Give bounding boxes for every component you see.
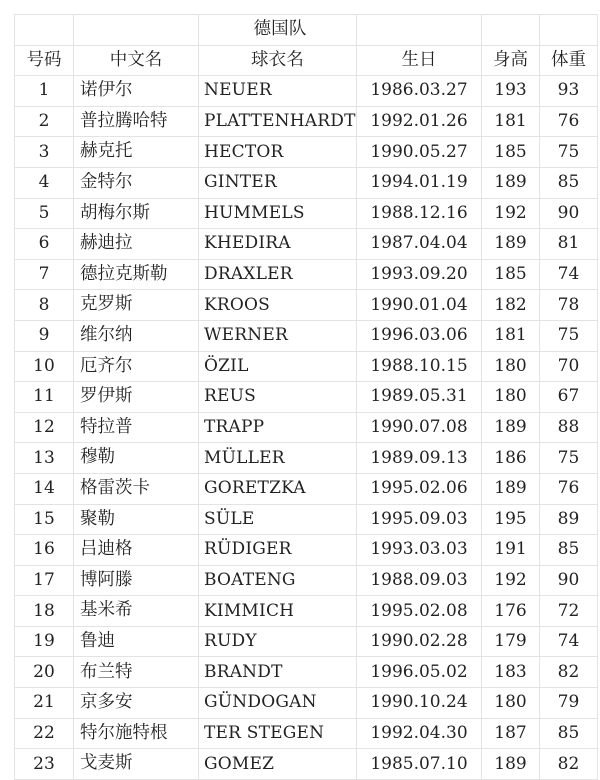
player-chinese-name: 维尔纳 xyxy=(74,320,199,351)
player-height: 192 xyxy=(482,565,540,596)
roster-body xyxy=(15,15,598,780)
player-shirt-name: DRAXLER xyxy=(199,259,357,290)
player-number: 12 xyxy=(15,412,74,443)
player-height: 176 xyxy=(482,596,540,627)
player-number: 7 xyxy=(15,259,74,290)
player-birthday: 1989.09.13 xyxy=(357,443,482,474)
player-height: 185 xyxy=(482,137,540,168)
player-birthday: 1989.05.31 xyxy=(357,382,482,413)
player-chinese-name: 克罗斯 xyxy=(74,290,199,321)
player-number: 10 xyxy=(15,351,74,382)
header-chinese-name: 中文名 xyxy=(74,45,199,76)
player-chinese-name: 特尔施特根 xyxy=(74,718,199,749)
player-chinese-name: 德拉克斯勒 xyxy=(74,259,199,290)
player-number: 4 xyxy=(15,167,74,198)
player-shirt-name: GINTER xyxy=(199,167,357,198)
player-shirt-name: KHEDIRA xyxy=(199,229,357,260)
player-chinese-name: 基米希 xyxy=(74,596,199,627)
player-birthday: 1986.03.27 xyxy=(357,76,482,107)
player-weight: 75 xyxy=(540,320,598,351)
player-weight: 78 xyxy=(540,290,598,321)
player-weight: 67 xyxy=(540,382,598,413)
player-birthday: 1995.02.06 xyxy=(357,473,482,504)
table-row xyxy=(15,565,598,596)
player-shirt-name: HECTOR xyxy=(199,137,357,168)
player-birthday: 1995.02.08 xyxy=(357,596,482,627)
table-row xyxy=(15,596,598,627)
player-chinese-name: 布兰特 xyxy=(74,657,199,688)
player-height: 187 xyxy=(482,718,540,749)
player-height: 181 xyxy=(482,320,540,351)
player-height: 195 xyxy=(482,504,540,535)
table-row xyxy=(15,626,598,657)
player-number: 19 xyxy=(15,626,74,657)
player-chinese-name: 博阿滕 xyxy=(74,565,199,596)
player-chinese-name: 戈麦斯 xyxy=(74,749,199,780)
player-chinese-name: 聚勒 xyxy=(74,504,199,535)
player-chinese-name: 普拉腾哈特 xyxy=(74,106,199,137)
table-row xyxy=(15,382,598,413)
team-title-row xyxy=(15,15,598,46)
player-number: 16 xyxy=(15,535,74,566)
player-shirt-name: GÜNDOGAN xyxy=(199,688,357,719)
player-number: 21 xyxy=(15,688,74,719)
player-shirt-name: TRAPP xyxy=(199,412,357,443)
player-number: 15 xyxy=(15,504,74,535)
player-height: 193 xyxy=(482,76,540,107)
empty-cell xyxy=(540,15,598,46)
player-number: 11 xyxy=(15,382,74,413)
player-weight: 75 xyxy=(540,443,598,474)
player-birthday: 1993.03.03 xyxy=(357,535,482,566)
table-row xyxy=(15,504,598,535)
table-row xyxy=(15,290,598,321)
player-height: 191 xyxy=(482,535,540,566)
player-chinese-name: 吕迪格 xyxy=(74,535,199,566)
player-number: 8 xyxy=(15,290,74,321)
player-height: 180 xyxy=(482,688,540,719)
player-birthday: 1993.09.20 xyxy=(357,259,482,290)
player-chinese-name: 格雷茨卡 xyxy=(74,473,199,504)
player-shirt-name: WERNER xyxy=(199,320,357,351)
player-chinese-name: 厄齐尔 xyxy=(74,351,199,382)
player-weight: 88 xyxy=(540,412,598,443)
player-number: 9 xyxy=(15,320,74,351)
player-height: 179 xyxy=(482,626,540,657)
player-number: 14 xyxy=(15,473,74,504)
player-shirt-name: RÜDIGER xyxy=(199,535,357,566)
player-height: 189 xyxy=(482,412,540,443)
player-chinese-name: 赫迪拉 xyxy=(74,229,199,260)
player-height: 189 xyxy=(482,473,540,504)
player-birthday: 1988.09.03 xyxy=(357,565,482,596)
header-birthday: 生日 xyxy=(357,45,482,76)
player-weight: 82 xyxy=(540,749,598,780)
table-row xyxy=(15,259,598,290)
table-row xyxy=(15,688,598,719)
player-birthday: 1985.07.10 xyxy=(357,749,482,780)
player-shirt-name: BRANDT xyxy=(199,657,357,688)
team-title: 德国队 xyxy=(199,15,357,46)
table-row xyxy=(15,749,598,780)
header-row xyxy=(15,45,598,76)
player-birthday: 1995.09.03 xyxy=(357,504,482,535)
player-height: 180 xyxy=(482,351,540,382)
player-height: 189 xyxy=(482,167,540,198)
table-row xyxy=(15,657,598,688)
player-weight: 85 xyxy=(540,167,598,198)
player-weight: 81 xyxy=(540,229,598,260)
player-height: 181 xyxy=(482,106,540,137)
player-height: 192 xyxy=(482,198,540,229)
player-birthday: 1996.03.06 xyxy=(357,320,482,351)
player-birthday: 1994.01.19 xyxy=(357,167,482,198)
player-height: 183 xyxy=(482,657,540,688)
player-birthday: 1990.02.28 xyxy=(357,626,482,657)
player-weight: 72 xyxy=(540,596,598,627)
player-birthday: 1990.01.04 xyxy=(357,290,482,321)
player-chinese-name: 穆勒 xyxy=(74,443,199,474)
player-birthday: 1992.04.30 xyxy=(357,718,482,749)
table-row xyxy=(15,320,598,351)
player-chinese-name: 京多安 xyxy=(74,688,199,719)
player-weight: 90 xyxy=(540,565,598,596)
player-chinese-name: 鲁迪 xyxy=(74,626,199,657)
player-weight: 75 xyxy=(540,137,598,168)
table-row xyxy=(15,198,598,229)
table-row xyxy=(15,229,598,260)
table-row xyxy=(15,535,598,566)
player-height: 180 xyxy=(482,382,540,413)
player-weight: 76 xyxy=(540,106,598,137)
player-number: 22 xyxy=(15,718,74,749)
player-weight: 93 xyxy=(540,76,598,107)
player-birthday: 1990.10.24 xyxy=(357,688,482,719)
player-birthday: 1987.04.04 xyxy=(357,229,482,260)
player-shirt-name: GOMEZ xyxy=(199,749,357,780)
player-weight: 70 xyxy=(540,351,598,382)
table-row xyxy=(15,473,598,504)
player-shirt-name: REUS xyxy=(199,382,357,413)
player-shirt-name: RUDY xyxy=(199,626,357,657)
player-height: 189 xyxy=(482,749,540,780)
player-birthday: 1988.10.15 xyxy=(357,351,482,382)
player-number: 5 xyxy=(15,198,74,229)
player-chinese-name: 罗伊斯 xyxy=(74,382,199,413)
player-shirt-name: TER STEGEN xyxy=(199,718,357,749)
player-chinese-name: 特拉普 xyxy=(74,412,199,443)
table-row xyxy=(15,76,598,107)
player-shirt-name: NEUER xyxy=(199,76,357,107)
player-number: 13 xyxy=(15,443,74,474)
table-row xyxy=(15,351,598,382)
player-chinese-name: 金特尔 xyxy=(74,167,199,198)
player-weight: 82 xyxy=(540,657,598,688)
player-weight: 89 xyxy=(540,504,598,535)
player-shirt-name: KIMMICH xyxy=(199,596,357,627)
player-chinese-name: 胡梅尔斯 xyxy=(74,198,199,229)
header-shirt-name: 球衣名 xyxy=(199,45,357,76)
player-shirt-name: BOATENG xyxy=(199,565,357,596)
player-birthday: 1988.12.16 xyxy=(357,198,482,229)
germany-roster-table xyxy=(14,14,598,780)
player-number: 3 xyxy=(15,137,74,168)
player-shirt-name: SÜLE xyxy=(199,504,357,535)
empty-cell xyxy=(15,15,74,46)
table-row xyxy=(15,106,598,137)
table-row xyxy=(15,137,598,168)
player-number: 18 xyxy=(15,596,74,627)
player-shirt-name: PLATTENHARDT xyxy=(199,106,357,137)
player-birthday: 1990.05.27 xyxy=(357,137,482,168)
player-weight: 79 xyxy=(540,688,598,719)
player-birthday: 1992.01.26 xyxy=(357,106,482,137)
header-height: 身高 xyxy=(482,45,540,76)
player-chinese-name: 诺伊尔 xyxy=(74,76,199,107)
player-height: 185 xyxy=(482,259,540,290)
player-birthday: 1990.07.08 xyxy=(357,412,482,443)
player-weight: 90 xyxy=(540,198,598,229)
header-weight: 体重 xyxy=(540,45,598,76)
player-weight: 85 xyxy=(540,718,598,749)
player-shirt-name: HUMMELS xyxy=(199,198,357,229)
player-weight: 76 xyxy=(540,473,598,504)
player-number: 1 xyxy=(15,76,74,107)
player-weight: 74 xyxy=(540,626,598,657)
player-height: 182 xyxy=(482,290,540,321)
player-birthday: 1996.05.02 xyxy=(357,657,482,688)
player-number: 23 xyxy=(15,749,74,780)
player-shirt-name: MÜLLER xyxy=(199,443,357,474)
player-number: 2 xyxy=(15,106,74,137)
player-height: 189 xyxy=(482,229,540,260)
player-shirt-name: ÖZIL xyxy=(199,351,357,382)
empty-cell xyxy=(482,15,540,46)
player-number: 20 xyxy=(15,657,74,688)
player-weight: 85 xyxy=(540,535,598,566)
table-row xyxy=(15,167,598,198)
table-row xyxy=(15,718,598,749)
empty-cell xyxy=(74,15,199,46)
player-number: 6 xyxy=(15,229,74,260)
player-number: 17 xyxy=(15,565,74,596)
empty-cell xyxy=(357,15,482,46)
player-height: 186 xyxy=(482,443,540,474)
table-row xyxy=(15,443,598,474)
player-shirt-name: GORETZKA xyxy=(199,473,357,504)
player-chinese-name: 赫克托 xyxy=(74,137,199,168)
header-number: 号码 xyxy=(15,45,74,76)
player-shirt-name: KROOS xyxy=(199,290,357,321)
player-weight: 74 xyxy=(540,259,598,290)
table-row xyxy=(15,412,598,443)
